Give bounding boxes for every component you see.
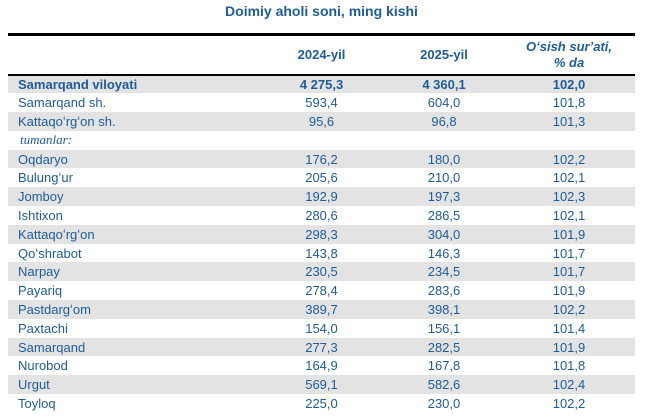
value-2025-cell: 286,5 xyxy=(427,207,461,223)
value-2025-cell: 582,6 xyxy=(427,377,461,393)
population-table xyxy=(8,33,635,413)
value-2024-cell: 389,7 xyxy=(305,301,338,317)
value-2025-cell: 304,0 xyxy=(427,226,461,242)
region-column-header xyxy=(8,35,258,75)
value-2024-cell: 176,2 xyxy=(305,151,338,167)
value-2024-cell: 298,3 xyxy=(305,226,338,242)
growth-rate-cell: 101,7 xyxy=(552,264,586,280)
value-2025-cell: 167,8 xyxy=(427,358,461,374)
value-2024-cell: 4 275,3 xyxy=(299,76,344,92)
region-name-cell: Paxtachi xyxy=(18,320,68,336)
growth-header-line2: % da xyxy=(553,54,585,70)
value-2024-cell: 95,6 xyxy=(308,113,335,129)
table-row xyxy=(8,93,635,112)
value-2024-cell xyxy=(258,131,385,150)
table-row xyxy=(8,206,635,225)
region-name-cell: Qoʻshrabot xyxy=(18,245,82,261)
value-2025-cell: 180,0 xyxy=(427,151,461,167)
region-name-cell: Toyloq xyxy=(18,395,56,411)
growth-rate-cell: 102,2 xyxy=(552,151,586,167)
year-2024-column-header: 2024-yil xyxy=(258,35,385,75)
value-2025-cell: 283,6 xyxy=(427,283,461,299)
value-2025-cell: 4 360,1 xyxy=(422,76,466,92)
page-title: Doimiy aholi soni, ming kishi xyxy=(225,3,418,19)
value-2025-cell: 146,3 xyxy=(427,245,461,261)
growth-rate-cell: 102,4 xyxy=(552,377,586,393)
value-2024-cell: 192,9 xyxy=(305,189,338,205)
value-2024-cell: 230,5 xyxy=(305,264,338,280)
value-2024-cell: 280,6 xyxy=(305,207,338,223)
growth-rate-column-header xyxy=(503,35,635,75)
growth-rate-cell: 102,1 xyxy=(552,170,586,186)
region-name-cell: Nurobod xyxy=(18,358,68,374)
region-name-cell: Samarqand xyxy=(18,339,86,355)
growth-rate-cell: 101,8 xyxy=(552,95,586,111)
growth-rate-cell: 101,9 xyxy=(552,283,586,299)
region-name-cell: Kattaqoʻrgʻon sh. xyxy=(18,113,116,129)
region-name-cell: Oqdaryo xyxy=(18,151,68,167)
growth-rate-cell: 102,1 xyxy=(552,207,586,223)
value-2024-cell: 225,0 xyxy=(305,395,338,411)
table-row xyxy=(8,168,635,187)
region-name-cell: Jomboy xyxy=(18,189,64,205)
growth-rate-cell xyxy=(503,131,635,150)
value-2024-cell: 278,4 xyxy=(305,283,338,299)
value-2025-cell: 282,5 xyxy=(427,339,461,355)
table-row xyxy=(8,150,635,169)
table-row xyxy=(8,281,635,300)
region-name-cell: tumanlar: xyxy=(20,132,72,148)
value-2025-cell: 210,0 xyxy=(427,170,461,186)
table-row xyxy=(8,262,635,281)
value-2025-cell: 156,1 xyxy=(427,320,461,336)
table-row xyxy=(8,131,635,150)
year-2025-column-header: 2025-yil xyxy=(385,35,503,75)
growth-rate-cell: 101,4 xyxy=(552,320,586,336)
value-2024-cell: 154,0 xyxy=(305,320,338,336)
region-name-cell: Ishtixon xyxy=(18,207,63,223)
table-row xyxy=(8,225,635,244)
growth-rate-cell: 101,9 xyxy=(552,339,586,355)
growth-header-line1: Oʻsish surʼati, xyxy=(526,39,612,55)
value-2025-cell: 604,0 xyxy=(427,95,461,111)
value-2024-cell: 569,1 xyxy=(305,377,338,393)
table-row xyxy=(8,338,635,357)
region-name-cell: Narpay xyxy=(18,264,60,280)
region-name-cell: Urgut xyxy=(18,377,50,393)
region-name-cell: Kattaqoʻrgʻon xyxy=(18,226,95,242)
value-2025-cell: 234,5 xyxy=(427,264,461,280)
table-row xyxy=(8,300,635,319)
growth-rate-cell: 101,7 xyxy=(552,245,586,261)
value-2025-cell: 230,0 xyxy=(427,395,461,411)
region-name-cell: Samarqand sh. xyxy=(18,95,107,111)
table-row xyxy=(8,75,635,94)
region-name-cell: Bulungʻur xyxy=(18,170,73,186)
growth-rate-cell: 101,3 xyxy=(552,113,586,129)
table-row xyxy=(8,187,635,206)
region-name-cell: Payariq xyxy=(18,283,63,299)
region-name-cell: Pastdargʻom xyxy=(18,301,91,317)
value-2024-cell: 277,3 xyxy=(305,339,338,355)
header-row xyxy=(8,35,635,75)
table-row xyxy=(8,244,635,263)
growth-rate-cell: 102,3 xyxy=(552,189,586,205)
table-row xyxy=(8,394,635,413)
value-2024-cell: 143,8 xyxy=(305,245,338,261)
value-2025-cell: 398,1 xyxy=(427,301,461,317)
table-row xyxy=(8,375,635,394)
value-2024-cell: 205,6 xyxy=(305,170,338,186)
table-body xyxy=(8,75,635,413)
value-2025-cell xyxy=(385,131,503,150)
growth-rate-cell: 101,8 xyxy=(552,358,586,374)
growth-rate-cell: 102,2 xyxy=(552,301,586,317)
value-2024-cell: 164,9 xyxy=(305,358,338,374)
table-row xyxy=(8,112,635,131)
value-2025-cell: 197,3 xyxy=(427,189,461,205)
growth-rate-cell: 101,9 xyxy=(552,226,586,242)
value-2025-cell: 96,8 xyxy=(431,113,457,129)
table-header xyxy=(8,35,635,75)
table-row xyxy=(8,356,635,375)
value-2024-cell: 593,4 xyxy=(305,95,338,111)
table-row xyxy=(8,319,635,338)
growth-rate-cell: 102,0 xyxy=(552,76,586,92)
region-name-cell: Samarqand viloyati xyxy=(18,76,138,92)
growth-rate-cell: 102,2 xyxy=(552,395,586,411)
